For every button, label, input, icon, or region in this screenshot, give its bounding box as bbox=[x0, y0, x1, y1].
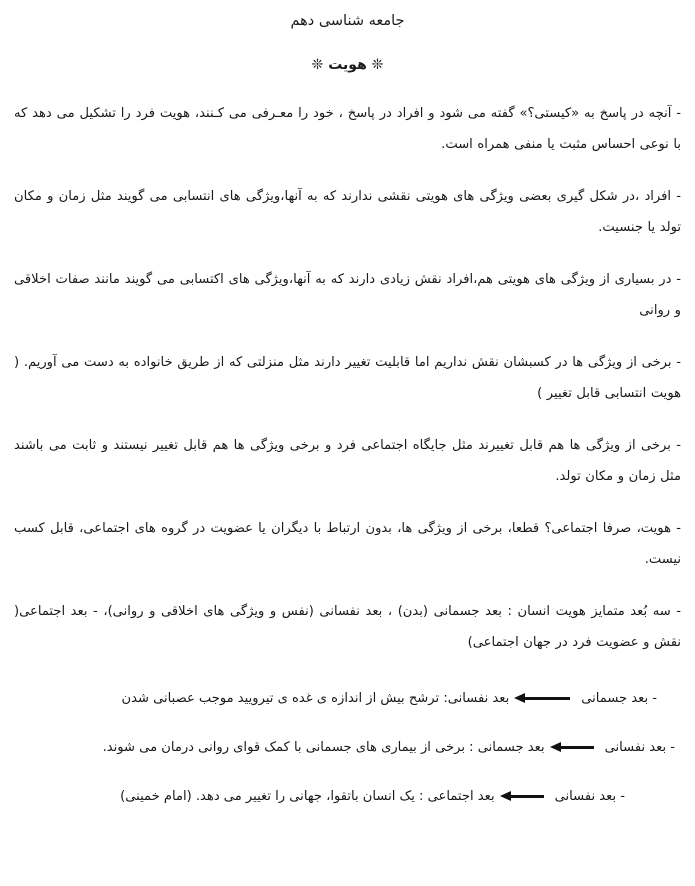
relation-1-right-label: بعد نفسانی: ترشح بیش از اندازه ی غده ی تیرویید موجب عصبانی شدن bbox=[121, 690, 510, 706]
section-heading: ❊ هویت ❊ bbox=[311, 56, 384, 73]
relation-row-1 bbox=[14, 684, 681, 714]
paragraph-6: - هویت، صرفا اجتماعی؟ قطعا، برخی از ویژگی ها، بدون ارتباط با دیگران یا عضویت در گروه های اجتماعی، قابل کسب نیست. bbox=[14, 520, 681, 567]
paragraph-4: - برخی از ویژگی ها در کسبشان نقش نداریم اما قابلیت تغییر دارند مثل منزلتی که از طریق خانواده به دست می آوریم. ( هویت انتسابی قابل تغییر ) bbox=[14, 354, 681, 401]
left-arrow-icon bbox=[550, 741, 600, 753]
relation-2-right-label: بعد جسمانی : برخی از بیماری های جسمانی با کمک قوای روانی درمان می شوند. bbox=[102, 739, 545, 755]
paragraph-2: - افراد ،در شکل گیری بعضی ویژگی های هویتی نقشی ندارند که به آنها،ویژگی های انتسابی می گویند مثل زمان و مکان تولد یا جنسیت. bbox=[14, 188, 681, 235]
relation-row-2 bbox=[14, 733, 681, 763]
page-title: جامعه شناسی دهم bbox=[290, 13, 405, 29]
paragraph-5: - برخی از ویژگی ها هم قابل تغییرند مثل جایگاه اجتماعی فرد و برخی ویژگی ها هم قابل تغییر نیستند و ثابت می باشند مثل زمان و مکان تولد. bbox=[14, 437, 681, 484]
relation-2-left-label: - بعد نفسانی bbox=[604, 739, 675, 755]
relation-row-3 bbox=[14, 782, 681, 812]
dimension-relations bbox=[14, 684, 681, 812]
paragraph-1: - آنچه در پاسخ به «کیستی؟» گفته می شود و افراد در پاسخ ، خود را معـرفی می کـنند، هویت فرد را تشکیل می دهد که با نوعی احساس مثبت یا منفی همراه است. bbox=[14, 105, 681, 152]
left-arrow-icon bbox=[514, 692, 576, 704]
left-arrow-icon bbox=[500, 790, 550, 802]
document-body bbox=[14, 98, 681, 658]
relation-3-right-label: بعد اجتماعی : یک انسان باتقوا، جهانی را تغییر می دهد. (امام خمینی) bbox=[120, 788, 495, 804]
paragraph-3: - در بسیاری از ویژگی های هویتی هم،افراد نقش زیادی دارند که به آنها،ویژگی های اکتسابی می گویند مانند صفات اخلاقی و روانی bbox=[14, 271, 681, 318]
relation-3-left-label: - بعد نفسانی bbox=[554, 788, 625, 804]
relation-1-left-label: - بعد جسمانی bbox=[581, 690, 657, 706]
paragraph-7: - سه بُعد متمایز هویت انسان : بعد جسمانی (بدن) ، بعد نفسانی (نفس و ویژگی های اخلاقی و روانی)، - بعد اجتماعی( نقش و عضویت فرد در جهان اجتماعی) bbox=[14, 603, 681, 650]
